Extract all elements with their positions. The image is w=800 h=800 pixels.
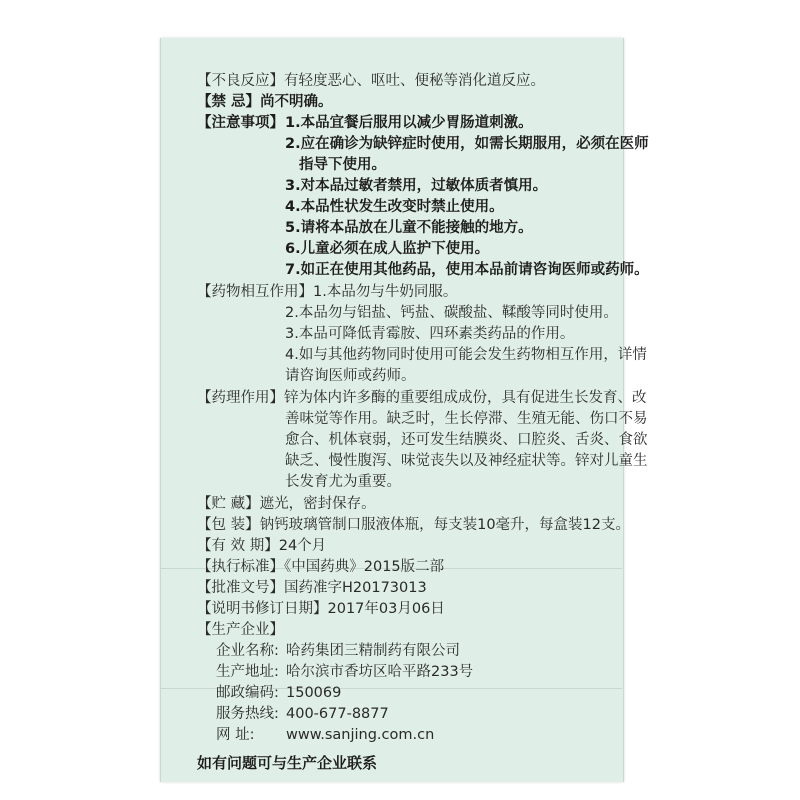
hotline-key: 服务热线:	[216, 706, 279, 722]
manufacturer-name-key: 企业名称:	[216, 643, 279, 659]
package-text: 钠钙玻璃管制口服液体瓶，每支装10毫升，每盒装12支。	[259, 517, 631, 533]
footer-note: 如有问题可与生产企业联系	[197, 754, 378, 772]
package-label: 【包 装】	[197, 517, 260, 533]
revision-date	[197, 599, 445, 619]
expiry	[197, 536, 326, 556]
pharmacology-text: 愈合、机体衰弱，还可发生结膜炎、口腔炎、舌炎、食欲	[285, 432, 648, 448]
approval-text: 国药准字H20173013	[284, 580, 427, 596]
manufacturer-address-key: 生产地址:	[216, 664, 279, 680]
revision-label: 【说明书修订日期】	[197, 601, 328, 617]
postcode-value: 150069	[286, 685, 342, 701]
storage-label: 【贮 藏】	[197, 496, 260, 512]
pharmacology-text: 善味觉等作用。缺乏时，生长停滞、生殖无能、伤口不易	[285, 411, 648, 427]
interaction-item: 4.如与其他药物同时使用可能会发生药物相互作用，详情	[285, 347, 647, 363]
standard-label: 【执行标准】	[197, 559, 284, 575]
package	[197, 515, 630, 535]
pharmacology-text: 缺乏、慢性腹泻、味觉丧失以及神经症状等。锌对儿童生	[285, 453, 648, 469]
website-key: 网 址:	[216, 727, 255, 743]
interaction-item: 2.本品勿与铝盐、钙盐、碳酸盐、鞣酸等同时使用。	[285, 305, 618, 321]
storage	[197, 494, 376, 514]
precaution-item: 1.本品宜餐后服用以减少胃肠道刺激。	[285, 115, 533, 131]
expiry-label: 【有 效 期】	[197, 538, 279, 554]
interaction-item: 请咨询医师或药师。	[285, 368, 416, 384]
manufacturer-name	[216, 641, 279, 661]
precaution-item: 2.应在确诊为缺锌症时使用，如需长期服用，必须在医师	[285, 136, 649, 152]
contra-label: 【禁 忌】	[197, 94, 261, 110]
website-value: www.sanjing.com.cn	[286, 727, 435, 743]
adverse-reactions	[197, 71, 545, 91]
pharmacology-text: 锌为体内许多酶的重要组成成份，具有促进生长发育、改	[284, 390, 647, 406]
revision-text: 2017年03月06日	[327, 601, 445, 617]
standard-text: 《中国药典》2015版二部	[284, 559, 445, 575]
precaution-item: 5.请将本品放在儿童不能接触的地方。	[285, 220, 533, 236]
precaution-item: 6.儿童必须在成人监护下使用。	[285, 241, 490, 257]
interaction-item: 1.本品勿与牛奶同服。	[313, 284, 458, 300]
manufacturer-address-value: 哈尔滨市香坊区哈平路233号	[286, 664, 474, 680]
precaution-item: 7.如正在使用其他药品，使用本品前请咨询医师或药师。	[285, 262, 649, 278]
precaution-item: 4.本品性状发生改变时禁止使用。	[285, 199, 504, 215]
precautions-label: 【注意事项】	[197, 115, 284, 131]
pharmacology-text: 长发育尤为重要。	[285, 474, 401, 490]
contra-text: 尚不明确。	[260, 94, 333, 110]
approval	[197, 578, 427, 598]
interactions-label: 【药物相互作用】	[197, 284, 313, 300]
interactions-line-1	[197, 282, 457, 302]
hotline-value: 400-677-8877	[286, 706, 389, 722]
interaction-item: 3.本品可降低青霉胺、四环素类药品的作用。	[285, 326, 575, 342]
postcode-key: 邮政编码:	[216, 685, 279, 701]
manufacturer-name-value: 哈药集团三精制药有限公司	[286, 643, 460, 659]
standard	[197, 557, 444, 577]
pharmacology-line-1	[197, 388, 647, 408]
pharmacology-label: 【药理作用】	[197, 390, 284, 406]
adverse-text: 有轻度恶心、呕吐、便秘等消化道反应。	[284, 73, 545, 89]
manufacturer-label: 【生产企业】	[197, 622, 284, 638]
expiry-text: 24个月	[278, 538, 327, 554]
approval-label: 【批准文号】	[197, 580, 284, 596]
precaution-item: 3.对本品过敏者禁用，过敏体质者慎用。	[285, 178, 548, 194]
precaution-item: 指导下使用。	[299, 157, 386, 173]
adverse-label: 【不良反应】	[197, 73, 284, 89]
contraindications	[197, 92, 333, 112]
storage-text: 遮光，密封保存。	[259, 496, 376, 512]
